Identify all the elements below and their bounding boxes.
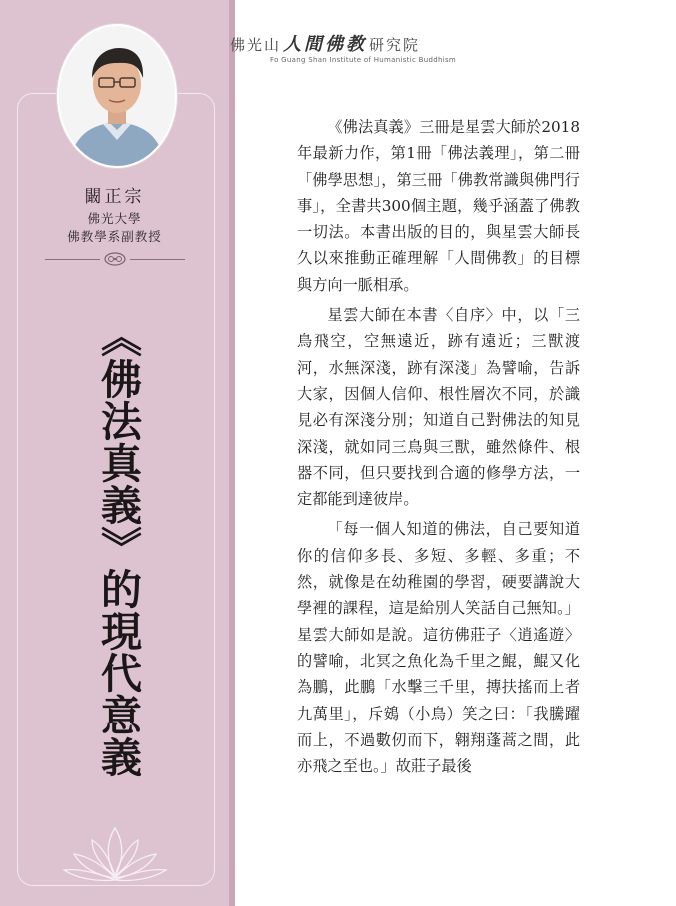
author-name: 闞正宗 xyxy=(84,187,145,207)
paragraph: 《佛法真義》三冊是星雲大師於2018年最新力作，第1冊「佛法義理」，第二冊「佛學思想」，第三冊「佛教常識與佛門行事」，全書共300個主題，幾乎涵蓋了佛教一切法。本書出版的目的，與星雲大師長久以來推動正確理解「人間佛教」的目標與方向一脈相承。 xyxy=(297,118,580,294)
author-portrait xyxy=(57,24,177,168)
logo-left: 佛光山 xyxy=(230,36,282,54)
divider-right xyxy=(130,259,185,260)
author-affiliation-university: 佛光大學 xyxy=(87,211,142,226)
paragraph: 「每一個人知道的佛法，自己要知道你的信仰多長、多短、多輕、多重；不然，就像是在幼稚園的學習，硬要講說大學裡的課程，這是給別人笑話自己無知。」星雲大師如是說。這彷佛莊子〈逍遙遊〉的譬喻，北冥之魚化為千里之鯤，鯤又化為鵬，此鵬「水擊三千里，摶扶搖而上者九萬里」，斥鴳（小鳥）笑之曰：「我騰躍而上，不過數仞而下，翱翔蓬蒿之間，此亦飛之至也。」故莊子最後 xyxy=(297,520,580,776)
paragraph: 星雲大師在本書〈自序〉中，以「三鳥飛空，空無遠近，跡有遠近；三獸渡河，水無深淺，跡有深淺」為譬喻，告訴大家，因個人信仰、根性層次不同，於識見必有深淺分別；知道自己對佛法的知見深淺，就如同三鳥與三獸，雖然條件、根器不同，但只要找到合適的修學方法，一定都能到達彼岸。 xyxy=(297,306,580,509)
ornament-icon xyxy=(103,250,127,268)
portrait-image xyxy=(59,26,175,166)
logo-right: 研究院 xyxy=(369,36,421,54)
article-body xyxy=(297,114,580,783)
divider-left xyxy=(45,259,100,260)
logo-english: Fo Guang Shan Institute of Humanistic Buddhism xyxy=(270,56,457,64)
article-title: 《佛法真義》的現代意義 xyxy=(94,316,142,778)
logo-brand: 人間佛教 xyxy=(283,34,368,55)
author-affiliation-title: 佛教學系副教授 xyxy=(67,229,162,244)
lotus-icon xyxy=(62,820,168,884)
institute-logo xyxy=(230,30,420,56)
sidebar-edge xyxy=(229,0,235,906)
